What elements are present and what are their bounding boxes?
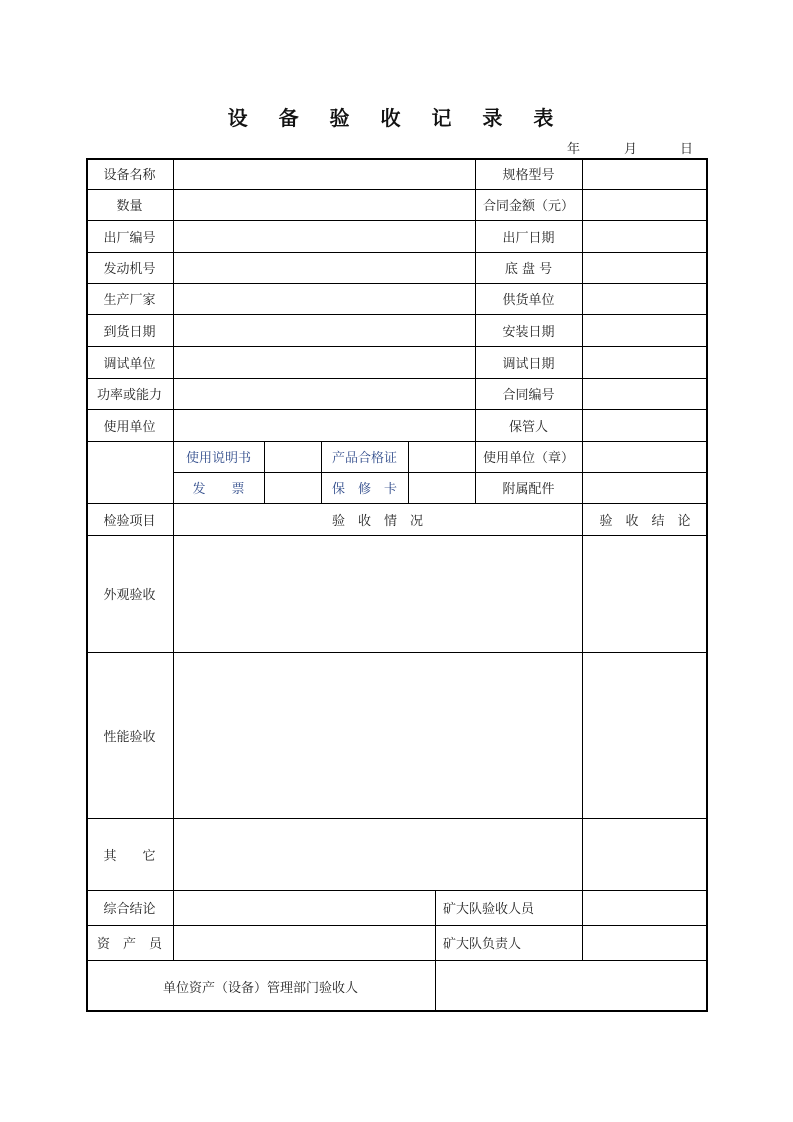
label-contract-number: 合同编号 xyxy=(502,388,555,403)
other-status-field[interactable] xyxy=(174,819,582,890)
manufacture-date-field[interactable] xyxy=(583,221,708,252)
appearance-conclusion-field[interactable] xyxy=(583,536,708,652)
user-manual-field[interactable] xyxy=(265,442,321,472)
team-leader-field[interactable] xyxy=(583,926,708,960)
commissioning-unit-field[interactable] xyxy=(174,347,475,378)
label-team-inspector: 矿大队验收人员 xyxy=(443,902,535,917)
install-date-field[interactable] xyxy=(583,315,708,346)
team-inspector-field[interactable] xyxy=(583,891,708,925)
date-year-label: 年 xyxy=(567,142,581,157)
label-contract-amount: 合同金额（元） xyxy=(482,199,574,214)
quantity-field[interactable] xyxy=(174,190,475,220)
label-dept-inspector: 单位资产（设备）管理部门验收人 xyxy=(162,980,358,996)
header-acceptance-conclusion: 验 收 结 论 xyxy=(599,513,691,529)
label-quantity: 数量 xyxy=(116,199,143,214)
manufacturer-field[interactable] xyxy=(174,284,475,314)
contract-amount-field[interactable] xyxy=(583,190,708,220)
power-capacity-field[interactable] xyxy=(174,379,475,409)
label-user-unit: 使用单位 xyxy=(103,419,156,435)
header-acceptance-status: 验 收 情 况 xyxy=(331,513,423,529)
dept-inspector-field[interactable] xyxy=(436,961,708,1012)
label-custodian: 保管人 xyxy=(508,419,548,435)
label-device-name: 设备名称 xyxy=(103,168,156,183)
label-accessories: 附属配件 xyxy=(502,482,555,497)
engine-number-field[interactable] xyxy=(174,253,475,283)
label-engine-number: 发动机号 xyxy=(103,262,156,277)
label-performance-check: 性能验收 xyxy=(103,729,156,745)
device-name-field[interactable] xyxy=(174,159,475,189)
contract-number-field[interactable] xyxy=(583,379,708,409)
asset-officer-field[interactable] xyxy=(174,926,435,960)
label-user-manual: 使用说明书 xyxy=(185,451,251,466)
label-serial-number: 出厂编号 xyxy=(103,230,156,246)
label-manufacturer: 生产厂家 xyxy=(103,293,156,308)
label-chassis-number: 底 盘 号 xyxy=(504,262,553,277)
label-product-certificate: 产品合格证 xyxy=(331,451,397,466)
label-team-leader: 矿大队负责人 xyxy=(443,937,522,952)
label-overall-conclusion: 综合结论 xyxy=(103,902,156,917)
date-day-label: 日 xyxy=(680,142,694,157)
label-supplier: 供货单位 xyxy=(502,293,555,308)
arrival-date-field[interactable] xyxy=(174,315,475,346)
label-warranty-card: 保 修 卡 xyxy=(331,482,397,497)
label-commissioning-date: 调试日期 xyxy=(502,356,555,372)
label-other: 其 它 xyxy=(103,848,156,864)
supplier-field[interactable] xyxy=(583,284,708,314)
model-spec-field[interactable] xyxy=(583,159,708,189)
label-appearance-check: 外观验收 xyxy=(103,588,156,603)
custodian-field[interactable] xyxy=(583,410,708,441)
performance-conclusion-field[interactable] xyxy=(583,653,708,818)
warranty-card-field[interactable] xyxy=(409,473,475,503)
user-unit-seal-field[interactable] xyxy=(583,442,708,472)
product-certificate-field[interactable] xyxy=(409,442,475,472)
accessories-field[interactable] xyxy=(583,473,708,503)
label-install-date: 安装日期 xyxy=(502,324,555,340)
label-arrival-date: 到货日期 xyxy=(103,324,156,340)
label-asset-officer: 资 产 员 xyxy=(96,937,162,952)
label-invoice: 发 票 xyxy=(192,482,245,497)
serial-number-field[interactable] xyxy=(174,221,475,252)
label-power-capacity: 功率或能力 xyxy=(96,388,162,403)
label-commissioning-unit: 调试单位 xyxy=(103,356,156,372)
page-title: 设 备 验 收 记 录 表 xyxy=(227,106,566,130)
invoice-field[interactable] xyxy=(265,473,321,503)
label-model-spec: 规格型号 xyxy=(502,168,555,183)
overall-conclusion-field[interactable] xyxy=(174,891,435,925)
chassis-number-field[interactable] xyxy=(583,253,708,283)
appearance-status-field[interactable] xyxy=(174,536,582,652)
user-unit-field[interactable] xyxy=(174,410,475,441)
label-manufacture-date: 出厂日期 xyxy=(502,230,555,246)
other-conclusion-field[interactable] xyxy=(583,819,708,890)
header-inspection-item: 检验项目 xyxy=(103,513,156,529)
commissioning-date-field[interactable] xyxy=(583,347,708,378)
performance-status-field[interactable] xyxy=(174,653,582,818)
label-user-unit-seal: 使用单位（章） xyxy=(482,451,574,466)
date-month-label: 月 xyxy=(624,142,638,157)
